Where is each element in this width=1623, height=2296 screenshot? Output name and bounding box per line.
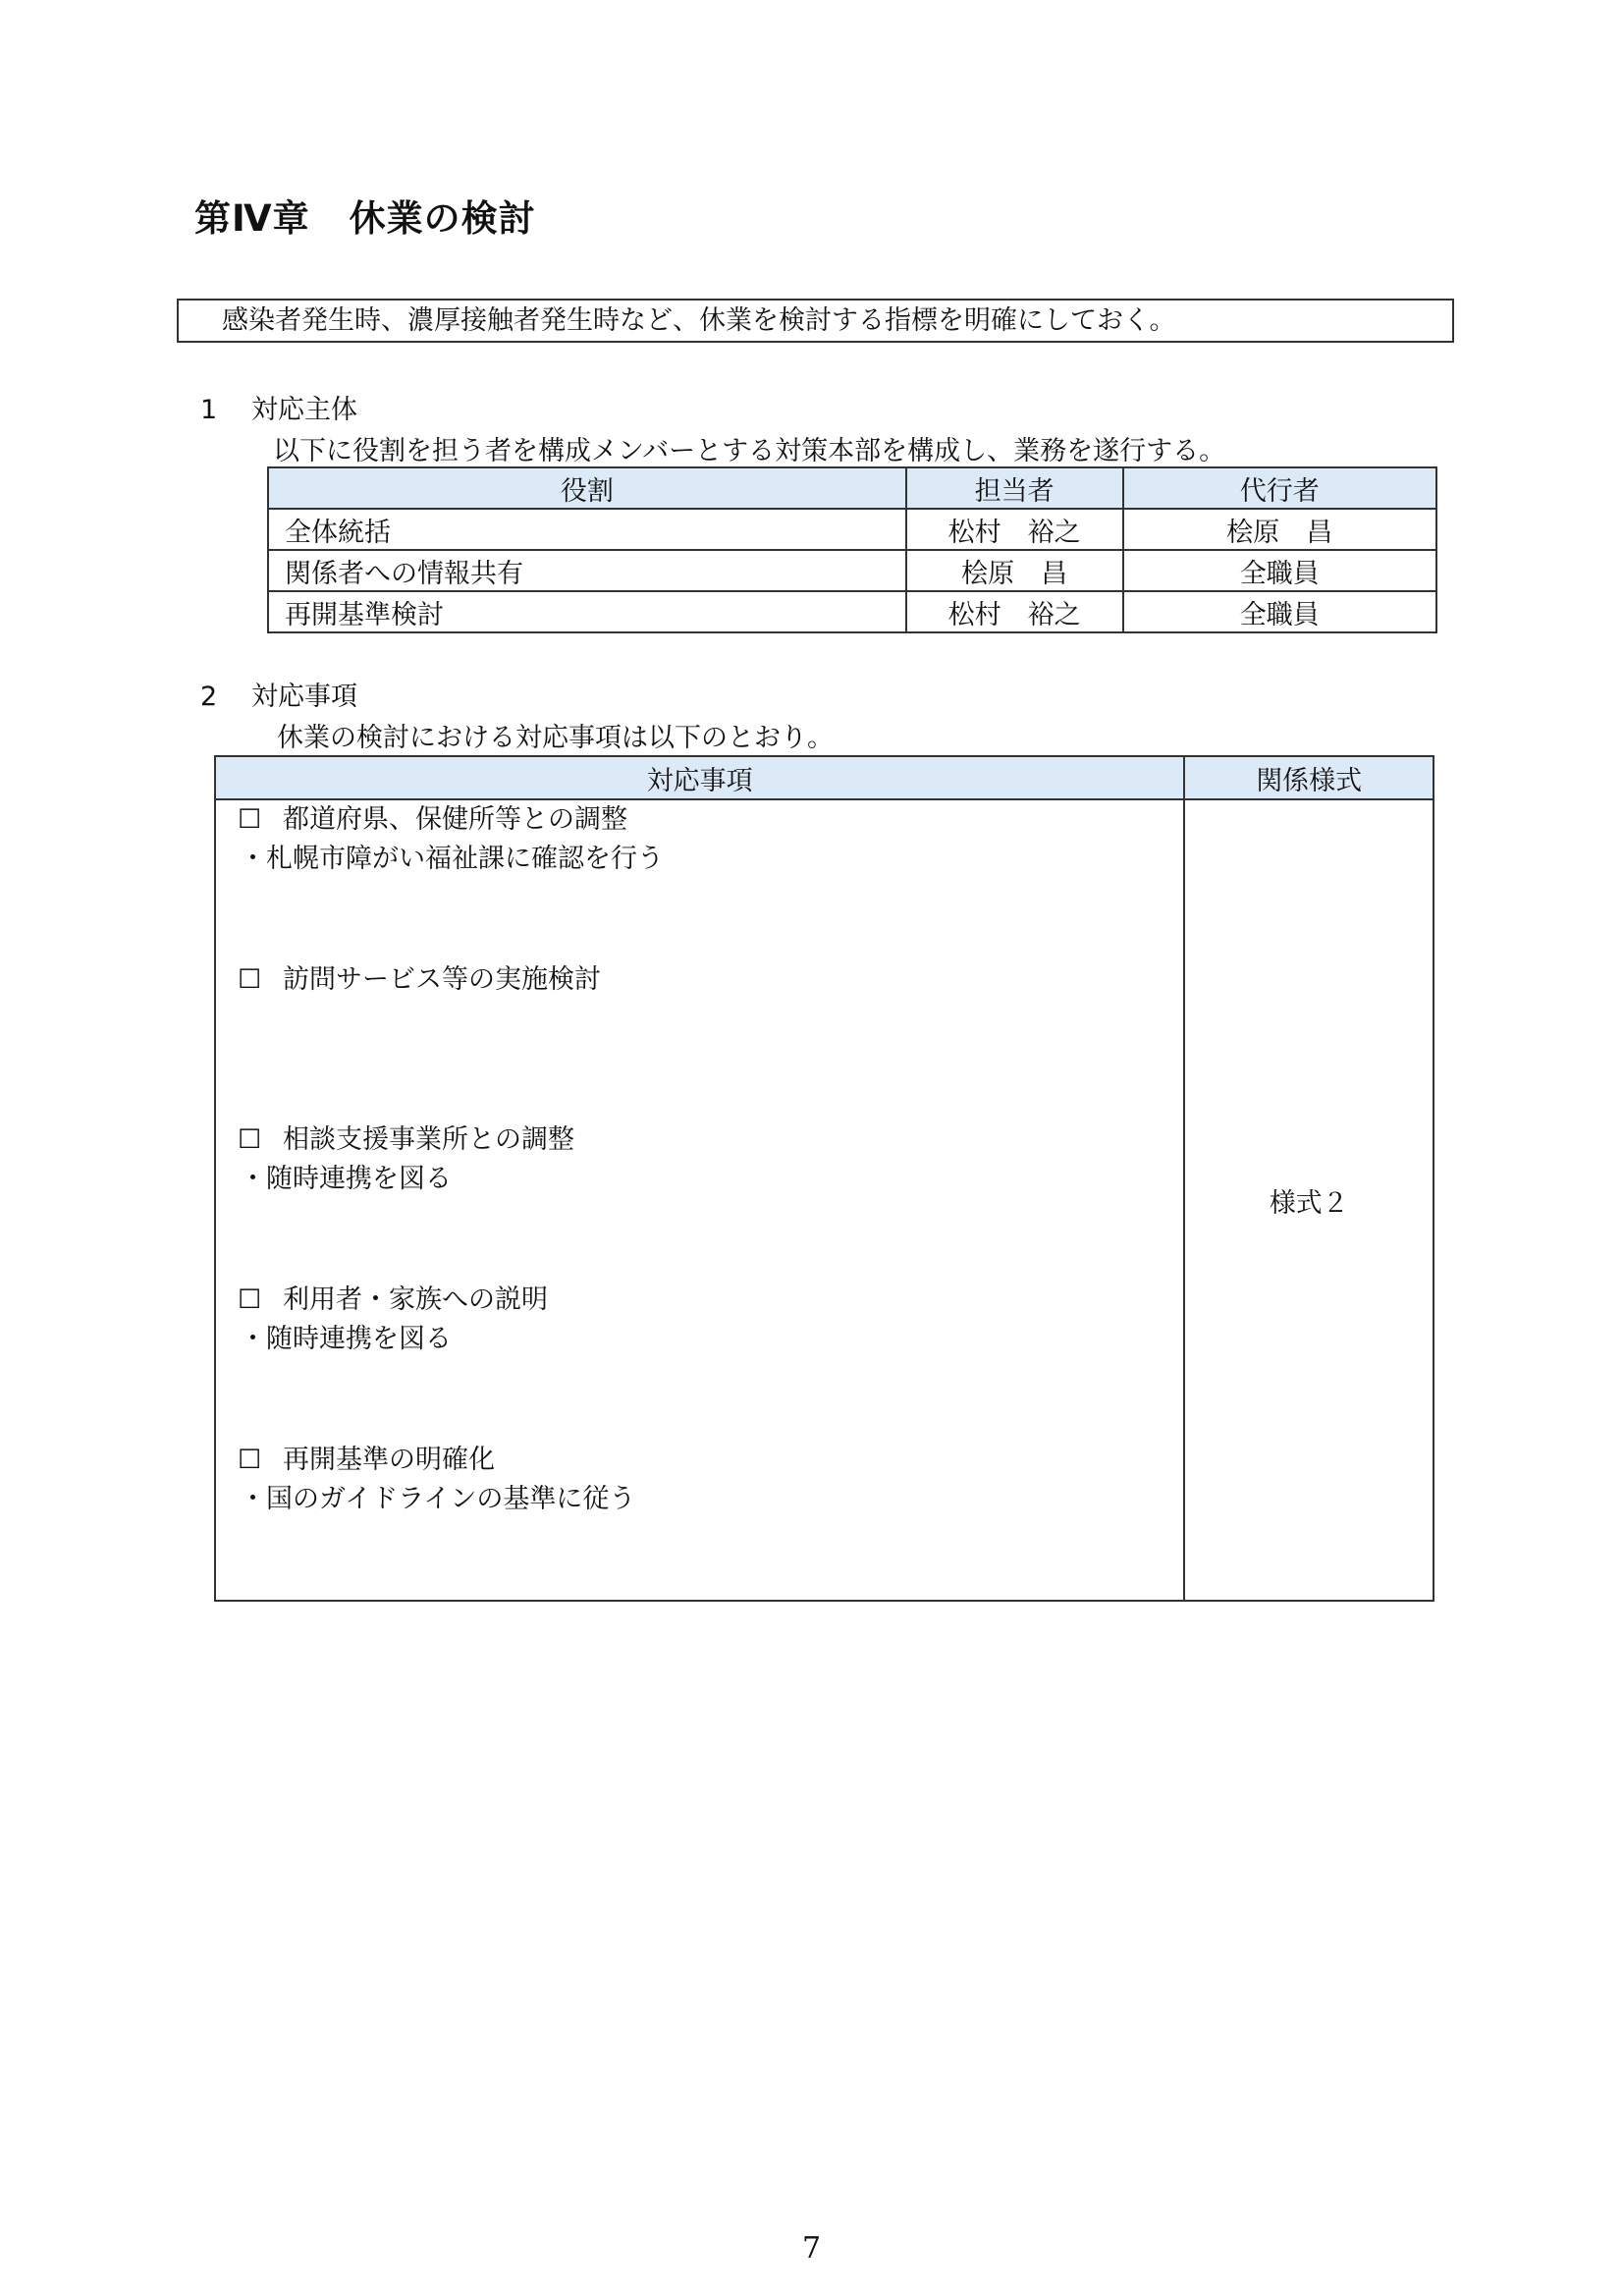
list-item — [238, 1121, 1183, 1281]
header-person: 担当者 — [906, 467, 1123, 509]
section-title: 対応事項 — [251, 682, 357, 712]
header-role: 役割 — [268, 467, 906, 509]
header-forms: 関係様式 — [1184, 756, 1434, 799]
roles-table — [267, 466, 1437, 633]
table-row — [268, 509, 1436, 550]
checkbox-icon: ☐ — [238, 964, 262, 995]
header-items: 対応事項 — [215, 756, 1184, 799]
section-intro-2: 休業の検討における対応事項は以下のとおり。 — [277, 723, 834, 753]
page-number: 7 — [801, 2231, 822, 2266]
item-title: 相談支援事業所との調整 — [283, 1124, 574, 1155]
chapter-name: 休業の検討 — [349, 197, 536, 240]
section-heading-1 — [200, 388, 357, 426]
item-title: 再開基準の明確化 — [283, 1445, 495, 1475]
section-heading-2 — [200, 675, 357, 713]
list-item — [238, 960, 1183, 1121]
deputy-cell: 全職員 — [1123, 550, 1437, 591]
item-title: 都道府県、保健所等との調整 — [283, 804, 627, 835]
summary-text: 感染者発生時、濃厚接触者発生時など、休業を検討する指標を明確にしておく。 — [222, 305, 1176, 336]
forms-cell — [1184, 799, 1434, 1601]
role-cell: 全体統括 — [268, 509, 906, 550]
item-note: ・札幌市障がい福祉課に確認を行う — [240, 844, 664, 874]
items-body-row — [215, 799, 1434, 1601]
related-form: 様式２ — [1269, 1187, 1349, 1219]
item-title: 利用者・家族への説明 — [283, 1285, 548, 1315]
checkbox-icon: ☐ — [238, 1285, 262, 1315]
items-table — [214, 755, 1434, 1602]
item-note: ・随時連携を図る — [240, 1324, 452, 1354]
items-cell — [215, 799, 1184, 1601]
item-note — [238, 1000, 1183, 1039]
section-number: 1 — [200, 395, 218, 425]
role-cell: 関係者への情報共有 — [268, 550, 906, 591]
table-row — [268, 550, 1436, 591]
item-note: ・随時連携を図る — [240, 1164, 452, 1194]
checkbox-icon: ☐ — [238, 1445, 262, 1475]
section-title: 対応主体 — [251, 395, 357, 425]
chapter-title — [194, 189, 536, 242]
chapter-number: 第Ⅳ章 — [194, 197, 310, 240]
item-note: ・国のガイドラインの基準に従う — [240, 1484, 636, 1514]
deputy-cell: 全職員 — [1123, 591, 1437, 632]
list-item — [238, 1281, 1183, 1441]
person-cell: 桧原 昌 — [906, 550, 1123, 591]
list-item — [238, 800, 1183, 960]
roles-header-row — [268, 467, 1436, 509]
header-deputy: 代行者 — [1123, 467, 1437, 509]
section-intro-1: 以下に役割を担う者を構成メンバーとする対策本部を構成し、業務を遂行する。 — [273, 436, 1226, 466]
role-cell: 再開基準検討 — [268, 591, 906, 632]
person-cell: 松村 裕之 — [906, 509, 1123, 550]
summary-box — [177, 299, 1454, 343]
items-header-row — [215, 756, 1434, 799]
table-row — [268, 591, 1436, 632]
checkbox-icon: ☐ — [238, 1124, 262, 1155]
checkbox-icon: ☐ — [238, 804, 262, 835]
section-number: 2 — [200, 682, 218, 712]
item-title: 訪問サービス等の実施検討 — [283, 964, 601, 995]
deputy-cell: 桧原 昌 — [1123, 509, 1437, 550]
person-cell: 松村 裕之 — [906, 591, 1123, 632]
list-item — [238, 1441, 1183, 1519]
